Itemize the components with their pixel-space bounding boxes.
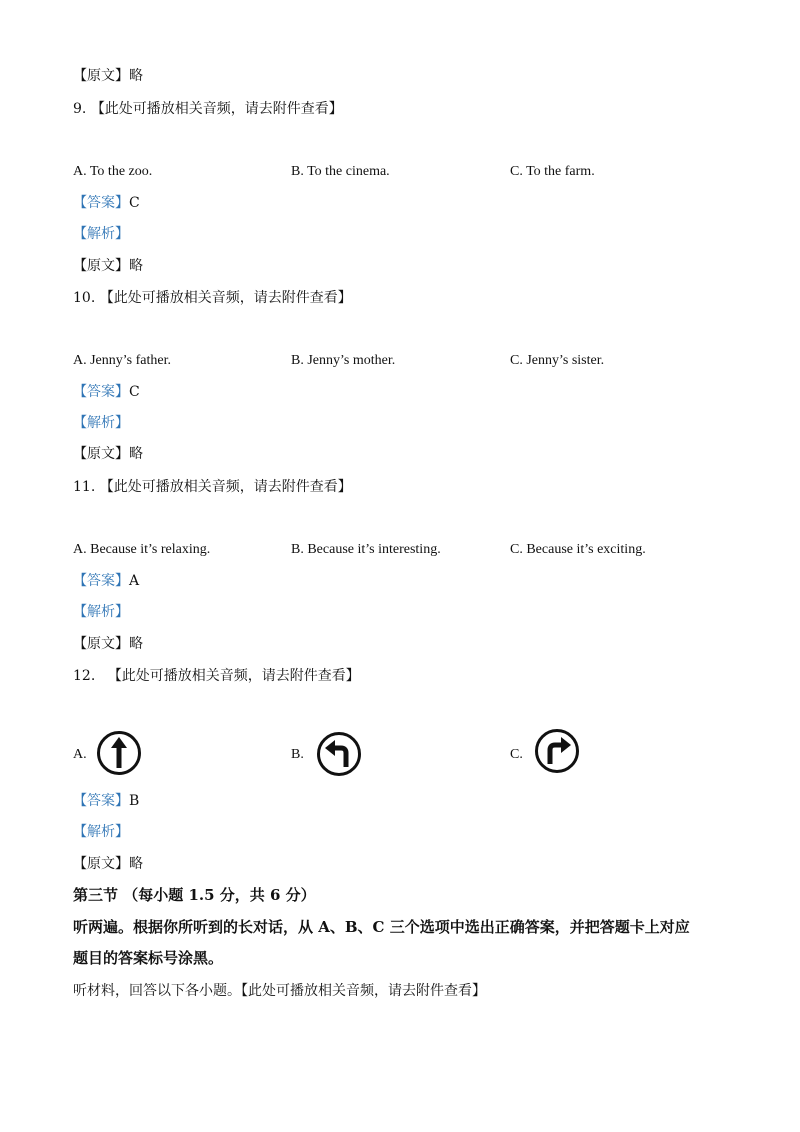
yuanwen-line: 【原文】略: [73, 856, 143, 872]
arrow-turn-left-icon: [316, 731, 362, 777]
option-a: A. Jenny’s father.: [73, 353, 171, 368]
yuanwen-line: 【原文】略: [73, 446, 143, 462]
option-a-label: A.: [73, 747, 87, 762]
audio-note: 【此处可播放相关音频，请去附件查看】: [99, 479, 352, 495]
arrow-turn-right-icon: [534, 728, 580, 774]
answer-line: [73, 792, 139, 810]
section-instruction: 题目的答案标号涂黑。: [73, 949, 224, 967]
yuanwen-line: 【原文】略: [73, 68, 143, 84]
answer-line: [73, 194, 140, 212]
option-c: C. Because it’s exciting.: [510, 542, 646, 557]
option-b: B. Jenny’s mother.: [291, 353, 396, 368]
analysis-label: 【解析】: [73, 415, 129, 431]
audio-note: 【此处可播放相关音频，请去附件查看】: [107, 668, 360, 684]
option-a: A. To the zoo.: [73, 164, 153, 179]
question-11-prompt: [73, 478, 352, 496]
audio-note: 【此处可播放相关音频，请去附件查看】: [99, 290, 352, 306]
analysis-label: 【解析】: [73, 226, 129, 242]
section-title: 第三节 （每小题 1.5 分，共 6 分）: [73, 886, 316, 904]
option-c: C. To the farm.: [510, 164, 595, 179]
question-number: 11.: [73, 479, 96, 495]
yuanwen-line: 【原文】略: [73, 258, 143, 274]
question-9-prompt: [73, 100, 343, 118]
option-c: C. Jenny’s sister.: [510, 353, 605, 368]
section-instruction: 听两遍。根据你所听到的长对话，从 A、B、C 三个选项中选出正确答案，并把答题卡上对应: [73, 918, 690, 936]
analysis-label: 【解析】: [73, 824, 129, 840]
answer-line: [73, 572, 139, 590]
answer-label: 【答案】: [73, 793, 129, 809]
answer-value: C: [129, 195, 140, 211]
answer-label: 【答案】: [73, 573, 129, 589]
audio-note: 【此处可播放相关音频，请去附件查看】: [90, 101, 343, 117]
yuanwen-line: 【原文】略: [73, 636, 143, 652]
answer-line: [73, 383, 140, 401]
option-b: B. To the cinema.: [291, 164, 390, 179]
option-b: B. Because it’s interesting.: [291, 542, 441, 557]
question-number: 12.: [73, 668, 96, 684]
material-prompt: 听材料，回答以下各小题。【此处可播放相关音频，请去附件查看】: [73, 983, 486, 999]
answer-value: C: [129, 384, 140, 400]
option-a: A. Because it’s relaxing.: [73, 542, 211, 557]
question-number: 10.: [73, 290, 96, 306]
answer-label: 【答案】: [73, 384, 129, 400]
question-number: 9.: [73, 101, 87, 117]
answer-value: A: [129, 573, 140, 589]
option-b-label: B.: [291, 747, 304, 762]
arrow-straight-icon: [96, 730, 142, 776]
question-12-prompt: [73, 667, 360, 685]
option-c-label: C.: [510, 747, 523, 762]
answer-value: B: [129, 793, 140, 809]
question-10-prompt: [73, 289, 352, 307]
analysis-label: 【解析】: [73, 604, 129, 620]
answer-label: 【答案】: [73, 195, 129, 211]
